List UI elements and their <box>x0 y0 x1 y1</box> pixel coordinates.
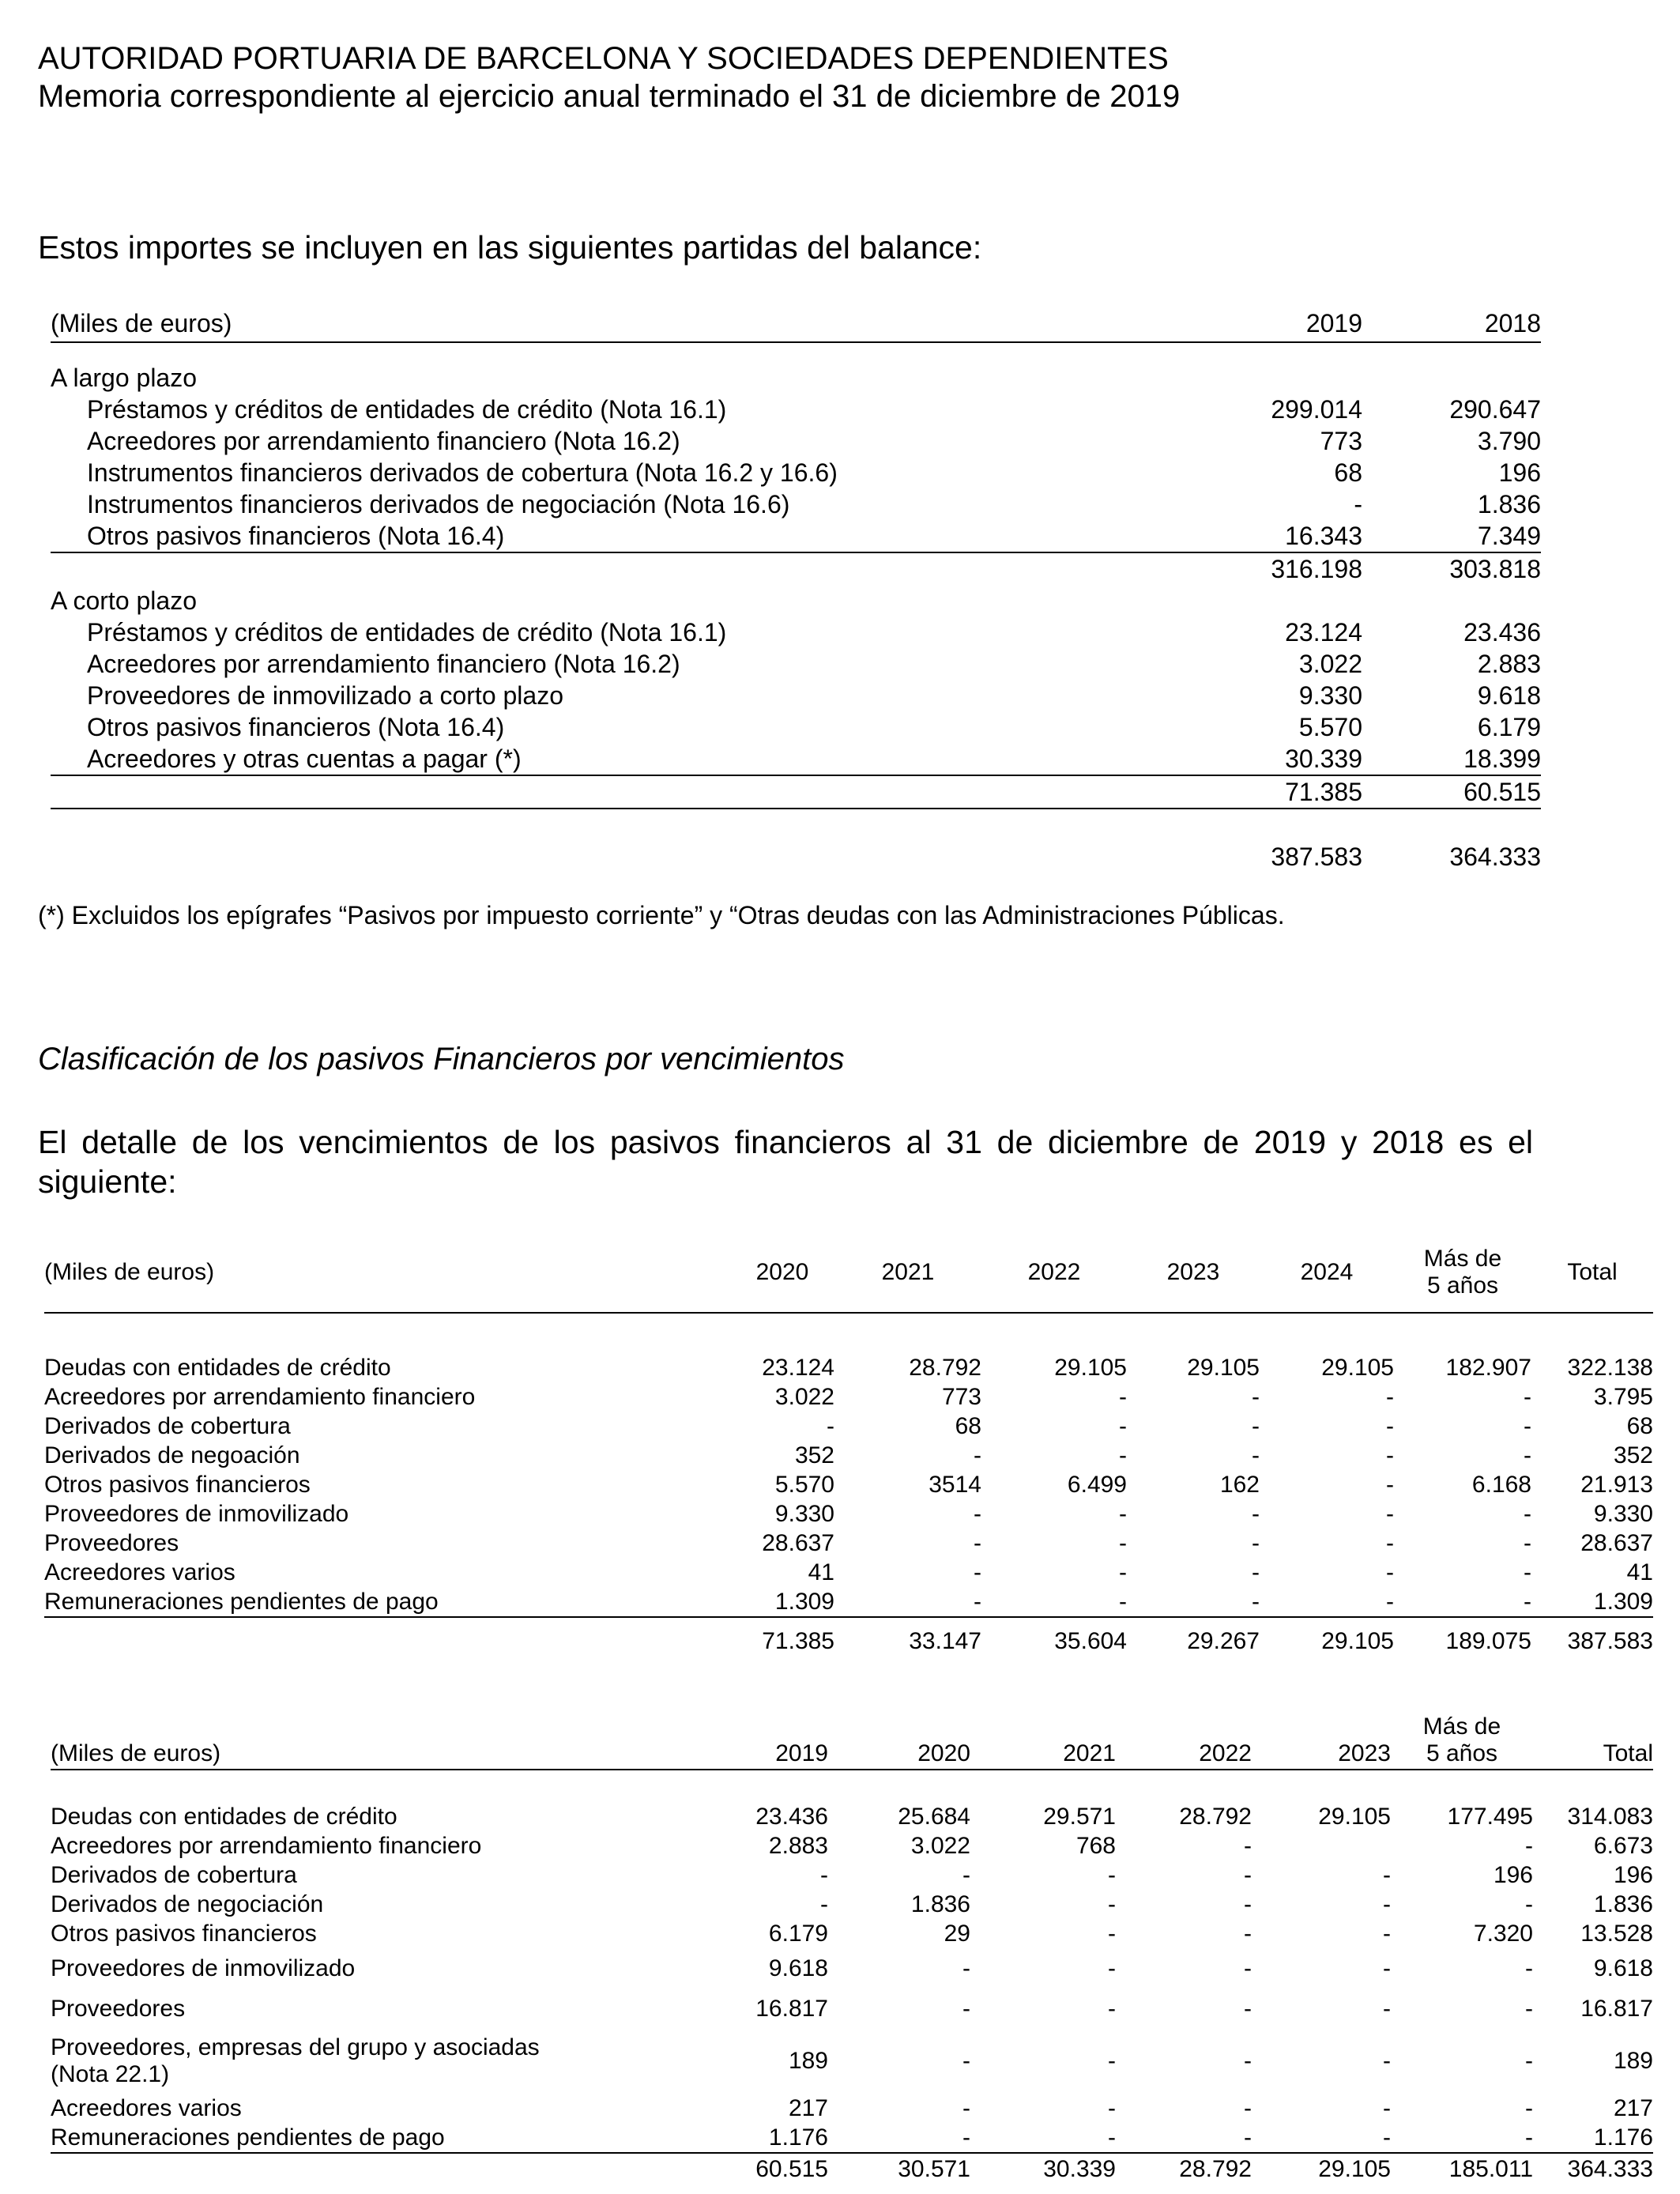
row-label-text: Otros pasivos financieros <box>51 1920 317 1947</box>
cell-value: - <box>1108 2048 1116 2074</box>
table-row <box>44 1529 1653 1558</box>
col-more-line1: Más de <box>1422 1713 1501 1740</box>
cell-value: - <box>1252 1383 1260 1410</box>
cell-value: 182.907 <box>1445 1354 1531 1381</box>
value-2019: 773 <box>1320 426 1362 455</box>
cell-value: 41 <box>808 1559 834 1585</box>
long-term-rows <box>51 394 1541 552</box>
cell-value: 6.168 <box>1471 1471 1531 1498</box>
row-label: Proveedores de inmovilizado a corto plazo <box>87 680 563 710</box>
value-2018: 1.836 <box>1477 489 1541 518</box>
row-label: Instrumentos financieros derivados de cobertura (Nota 16.2 y 16.6) <box>87 458 838 487</box>
value-2019: 9.330 <box>1298 680 1362 710</box>
balance-row <box>51 711 1541 743</box>
balance-header-row <box>51 305 1541 342</box>
value-2019: 3.022 <box>1298 649 1362 678</box>
cell-value: - <box>1386 1442 1394 1468</box>
cell-value: 322.138 <box>1567 1354 1653 1381</box>
long-term-label: A largo plazo <box>51 363 198 392</box>
balance-table <box>51 305 1541 873</box>
cell-value: - <box>1252 1529 1260 1556</box>
cell-value: - <box>1244 1891 1252 1917</box>
cell-value: - <box>1119 1412 1127 1439</box>
cell-value: - <box>962 1861 970 1888</box>
col-total-header: Total <box>1533 1688 1653 1770</box>
row-label <box>51 2123 683 2153</box>
total-value: 387.583 <box>1567 1628 1653 1654</box>
total-value: 364.333 <box>1567 2156 1653 2182</box>
cell-value: - <box>1383 1891 1391 1917</box>
short-term-total-2018: 60.515 <box>1362 775 1541 809</box>
cell-value: - <box>974 1500 981 1527</box>
cell-value: - <box>1108 1920 1116 1947</box>
cell-value: 3.022 <box>910 1832 970 1859</box>
cell-value: - <box>1383 1920 1391 1947</box>
cell-value: - <box>974 1442 981 1468</box>
unit-label: (Miles de euros) <box>51 305 1260 342</box>
cell-value: - <box>1252 1559 1260 1585</box>
cell-value: 7.320 <box>1473 1920 1533 1947</box>
cell-value: 16.817 <box>755 1995 828 2022</box>
row-label <box>44 1382 730 1412</box>
cell-value: - <box>1252 1442 1260 1468</box>
table-row <box>51 2123 1653 2153</box>
value-2019: - <box>1354 489 1362 518</box>
row-label <box>44 1499 730 1529</box>
cell-value: 2.883 <box>768 1832 828 1859</box>
col-year-header: 2023 <box>1127 1233 1260 1313</box>
cell-value: 21.913 <box>1580 1471 1653 1498</box>
cell-value: - <box>1108 1891 1116 1917</box>
cell-value: 25.684 <box>898 1803 970 1830</box>
col-year-header: 2019 <box>683 1688 828 1770</box>
value-2018: 7.349 <box>1362 520 1541 552</box>
row-label-text: Deudas con entidades de crédito <box>51 1803 397 1830</box>
col-year-header: 2021 <box>834 1233 981 1313</box>
total-value: 60.515 <box>755 2156 828 2182</box>
cell-value: - <box>1252 1500 1260 1527</box>
row-label-text: Derivados de negociación <box>51 1891 324 1917</box>
total-value: 29.105 <box>1321 1628 1394 1654</box>
cell-value: 29.105 <box>1321 1354 1394 1381</box>
table-row <box>51 2029 1653 2094</box>
cell-value: - <box>1525 1995 1533 2022</box>
cell-value: - <box>1383 2094 1391 2121</box>
cell-value: - <box>1119 1383 1127 1410</box>
cell-value: - <box>1252 2123 1391 2153</box>
row-label <box>51 2029 683 2094</box>
total-value: 28.792 <box>1179 2156 1252 2182</box>
cell-value: 29.105 <box>1318 1803 1391 1830</box>
value-2019: 16.343 <box>1260 520 1362 552</box>
row-label-text: Remuneraciones pendientes de pago <box>44 1588 439 1615</box>
col-2018-header: 2018 <box>1362 305 1541 342</box>
row-label: Otros pasivos financieros (Nota 16.4) <box>87 712 505 741</box>
table-row <box>44 1412 1653 1441</box>
cell-value: 28.637 <box>1580 1529 1653 1556</box>
row-label <box>44 1587 730 1617</box>
value-2018: 6.179 <box>1477 712 1541 741</box>
cell-value: - <box>1524 1442 1531 1468</box>
row-label <box>51 1802 683 1831</box>
table-row <box>44 1353 1653 1382</box>
cell-value: 9.330 <box>774 1500 834 1527</box>
row-label-text: Deudas con entidades de crédito <box>44 1354 391 1381</box>
cell-value: - <box>1244 1861 1252 1888</box>
col-year-header: 2022 <box>1116 1688 1252 1770</box>
row-label-text: Otros pasivos financieros <box>44 1471 311 1498</box>
cell-value: - <box>1108 2094 1116 2121</box>
cell-value: 217 <box>788 2094 828 2121</box>
col-year-header: 2020 <box>730 1233 834 1313</box>
cell-value: 9.330 <box>1593 1500 1653 1527</box>
cell-value: 13.528 <box>1580 1920 1653 1947</box>
table-row <box>51 1860 1653 1890</box>
cell-value <box>1252 1831 1391 1860</box>
cell-value: 29 <box>944 1920 970 1947</box>
cell-value: - <box>1386 1383 1394 1410</box>
maturities-2019-header-row <box>44 1233 1653 1313</box>
grand-total-2019: 387.583 <box>1271 842 1362 871</box>
cell-value: - <box>1524 1529 1531 1556</box>
col-year-header: 2020 <box>828 1688 970 1770</box>
row-label-text: Acreedores por arrendamiento financiero <box>51 1832 482 1859</box>
row-label <box>44 1558 730 1587</box>
cell-value: 28.792 <box>909 1354 981 1381</box>
short-term-heading-row <box>51 585 1541 616</box>
balance-row <box>51 488 1541 520</box>
value-2018: 196 <box>1498 458 1541 487</box>
row-label <box>51 1831 683 1860</box>
cell-value: - <box>1386 1559 1394 1585</box>
table-row <box>51 1831 1653 1860</box>
row-label <box>44 1529 730 1558</box>
total-value: 33.147 <box>909 1628 981 1654</box>
cell-value: - <box>1260 1587 1394 1617</box>
cell-value: 1.836 <box>910 1891 970 1917</box>
cell-value: - <box>1394 1587 1531 1617</box>
value-2019: 23.124 <box>1285 617 1362 647</box>
col-year-header: 2021 <box>970 1688 1116 1770</box>
cell-value: 6.179 <box>768 1920 828 1947</box>
row-label <box>44 1470 730 1499</box>
value-2018: 290.647 <box>1449 394 1541 424</box>
table-row <box>51 2094 1653 2123</box>
row-label <box>44 1441 730 1470</box>
cell-value: 28.792 <box>1179 1803 1252 1830</box>
cell-value: 1.309 <box>730 1587 834 1617</box>
table-row <box>44 1470 1653 1499</box>
maturities-2019-total-row <box>44 1617 1653 1665</box>
row-label <box>51 1989 683 2029</box>
cell-value: 16.817 <box>1580 1995 1653 2022</box>
cell-value: - <box>1525 1891 1533 1917</box>
total-value: 185.011 <box>1448 2156 1533 2182</box>
cell-value: - <box>1525 1832 1533 1859</box>
cell-value: - <box>1119 1529 1127 1556</box>
row-label: Acreedores y otras cuentas a pagar (*) <box>51 743 1260 775</box>
value-2019: 68 <box>1334 458 1362 487</box>
cell-value: - <box>981 1587 1127 1617</box>
cell-value: 189 <box>788 2048 828 2074</box>
balance-row <box>51 457 1541 488</box>
cell-value: - <box>1116 2123 1252 2153</box>
cell-value: - <box>974 1559 981 1585</box>
balance-row <box>51 394 1541 425</box>
row-label <box>51 1948 683 1989</box>
row-label: Préstamos y créditos de entidades de crédito (Nota 16.1) <box>87 617 727 647</box>
cell-value: 29.105 <box>1187 1354 1260 1381</box>
row-label: Préstamos y créditos de entidades de crédito (Nota 16.1) <box>87 394 727 424</box>
row-label-text: Derivados de negoación <box>44 1442 300 1468</box>
maturities-2018-rows <box>51 1802 1653 2153</box>
cell-value: - <box>827 1412 834 1439</box>
cell-value: - <box>1244 1832 1252 1859</box>
total-value: 71.385 <box>762 1628 834 1654</box>
value-2019: 5.570 <box>1298 712 1362 741</box>
cell-value: - <box>970 2123 1116 2153</box>
row-label-text: Proveedores de inmovilizado <box>44 1500 349 1527</box>
cell-value: 196 <box>1613 1861 1653 1888</box>
maturities-2018-header-row <box>51 1688 1653 1770</box>
balance-row <box>51 616 1541 648</box>
row-label <box>51 1890 683 1919</box>
value-2018: 9.618 <box>1477 680 1541 710</box>
cell-value: 23.124 <box>762 1354 834 1381</box>
value-2019: 299.014 <box>1271 394 1362 424</box>
cell-value: - <box>1386 1529 1394 1556</box>
cell-value: 29.571 <box>1043 1803 1116 1830</box>
table-row <box>44 1587 1653 1617</box>
row-label: Instrumentos financieros derivados de negociación (Nota 16.6) <box>87 489 790 518</box>
col-year-header: 2022 <box>981 1233 1127 1313</box>
cell-value: - <box>1244 1920 1252 1947</box>
cell-value: - <box>1386 1500 1394 1527</box>
cell-value: - <box>1525 2094 1533 2121</box>
row-label-text: Acreedores varios <box>51 2094 242 2121</box>
cell-value: - <box>1386 1412 1394 1439</box>
cell-value: 9.618 <box>1593 1955 1653 1981</box>
cell-value: 1.309 <box>1531 1587 1653 1617</box>
row-label: Acreedores por arrendamiento financiero (Nota 16.2) <box>87 649 680 678</box>
short-term-rows <box>51 616 1541 775</box>
row-label-text: Proveedores <box>44 1529 179 1556</box>
maturities-2018-total-row <box>51 2153 1653 2185</box>
row-label-text: Proveedores de inmovilizado <box>51 1955 356 1981</box>
col-more-than-5-header <box>1394 1233 1531 1313</box>
row-label-text: Proveedores <box>51 1995 186 2022</box>
cell-value: - <box>1108 1995 1116 2022</box>
value-2018: 2.883 <box>1477 649 1541 678</box>
cell-value: 3.795 <box>1593 1383 1653 1410</box>
value-2019: 30.339 <box>1260 743 1362 775</box>
col-total-header: Total <box>1531 1233 1653 1313</box>
short-term-label: A corto plazo <box>51 586 197 615</box>
value-2018: 18.399 <box>1362 743 1541 775</box>
cell-value: - <box>1391 2123 1533 2153</box>
row-label-text: Acreedores varios <box>44 1559 235 1585</box>
cell-value: 162 <box>1219 1471 1260 1498</box>
table-row <box>51 1989 1653 2029</box>
row-label-text: Derivados de cobertura <box>44 1412 291 1439</box>
cell-value: - <box>1244 1995 1252 2022</box>
cell-value: 29.105 <box>1054 1354 1127 1381</box>
maturities-paragraph: El detalle de los vencimientos de los pasivos financieros al 31 de diciembre de 2019 y 2018 es el siguiente: <box>38 1124 1533 1200</box>
cell-value: - <box>1386 1471 1394 1498</box>
cell-value: 1.836 <box>1593 1891 1653 1917</box>
cell-value: - <box>1524 1559 1531 1585</box>
cell-value: - <box>1119 1442 1127 1468</box>
maturities-table-2019 <box>44 1233 1653 1665</box>
cell-value: 3.022 <box>774 1383 834 1410</box>
cell-value: 177.495 <box>1447 1803 1533 1830</box>
row-label <box>51 1919 683 1948</box>
total-value: 29.267 <box>1187 1628 1260 1654</box>
maturities-2019-rows <box>44 1353 1653 1617</box>
cell-value: 352 <box>794 1442 834 1468</box>
cell-value: - <box>962 2048 970 2074</box>
cell-value: 68 <box>955 1412 981 1439</box>
col-year-header: 2023 <box>1252 1688 1391 1770</box>
row-label-text: Remuneraciones pendientes de pago <box>51 2124 445 2151</box>
cell-value: 217 <box>1613 2094 1653 2121</box>
cell-value: - <box>1244 1955 1252 1981</box>
cell-value: 1.176 <box>683 2123 828 2153</box>
document-title: AUTORIDAD PORTUARIA DE BARCELONA Y SOCIEDADES DEPENDIENTES <box>38 41 1169 76</box>
long-term-heading-row <box>51 362 1541 394</box>
balance-row <box>51 425 1541 457</box>
table-row <box>44 1499 1653 1529</box>
cell-value: - <box>1252 1412 1260 1439</box>
table-row <box>51 1802 1653 1831</box>
cell-value: - <box>1108 1861 1116 1888</box>
cell-value: 5.570 <box>774 1471 834 1498</box>
long-term-total-2019: 316.198 <box>1271 554 1362 583</box>
short-term-total-row <box>51 775 1541 809</box>
unit-label: (Miles de euros) <box>44 1233 730 1313</box>
cell-value: - <box>828 2123 970 2153</box>
cell-value: 41 <box>1626 1559 1653 1585</box>
cell-value: - <box>1383 1955 1391 1981</box>
row-label-text: Proveedores, empresas del grupo y asociadas <box>51 2034 540 2060</box>
total-value: 30.339 <box>1043 2156 1116 2182</box>
cell-value: 9.618 <box>768 1955 828 1981</box>
short-term-total-2019: 71.385 <box>1260 775 1362 809</box>
cell-value: 6.673 <box>1593 1832 1653 1859</box>
total-value: 29.105 <box>1318 2156 1391 2182</box>
balance-row <box>51 743 1541 775</box>
cell-value: - <box>820 1891 828 1917</box>
long-term-total-2018: 303.818 <box>1449 554 1541 583</box>
table-row <box>51 1890 1653 1919</box>
balance-row <box>51 648 1541 680</box>
cell-value: 773 <box>941 1383 981 1410</box>
total-value: 35.604 <box>1054 1628 1127 1654</box>
row-label-text: (Nota 22.1) <box>51 2061 170 2087</box>
row-label-text: Derivados de cobertura <box>51 1861 297 1888</box>
cell-value: - <box>1127 1587 1260 1617</box>
cell-value: 68 <box>1626 1412 1653 1439</box>
cell-value: - <box>1108 1955 1116 1981</box>
cell-value: - <box>1524 1412 1531 1439</box>
col-more-line1: Más de <box>1423 1246 1502 1272</box>
cell-value: - <box>1383 1995 1391 2022</box>
cell-value: - <box>1119 1559 1127 1585</box>
cell-value: - <box>1524 1383 1531 1410</box>
long-term-total-row <box>51 552 1541 585</box>
maturities-section-title: Clasificación de los pasivos Financieros por vencimientos <box>38 1042 845 1076</box>
cell-value: 314.083 <box>1567 1803 1653 1830</box>
maturities-table-2018 <box>51 1688 1653 2185</box>
table-row <box>51 1919 1653 1948</box>
row-label <box>44 1353 730 1382</box>
grand-total-2018: 364.333 <box>1449 842 1541 871</box>
cell-value: - <box>974 1529 981 1556</box>
cell-value: 768 <box>1075 1832 1116 1859</box>
cell-value: 1.176 <box>1533 2123 1653 2153</box>
value-2018: 3.790 <box>1477 426 1541 455</box>
cell-value: - <box>820 1861 828 1888</box>
cell-value: - <box>1383 1861 1391 1888</box>
cell-value: - <box>962 1995 970 2022</box>
col-2019-header: 2019 <box>1260 305 1362 342</box>
row-label: Acreedores por arrendamiento financiero (Nota 16.2) <box>87 426 680 455</box>
row-label-text: Acreedores por arrendamiento financiero <box>44 1383 476 1410</box>
col-year-header: 2024 <box>1260 1233 1394 1313</box>
cell-value: - <box>1244 2094 1252 2121</box>
table-row <box>44 1441 1653 1470</box>
cell-value: - <box>962 2094 970 2121</box>
row-label <box>44 1412 730 1441</box>
unit-label: (Miles de euros) <box>51 1688 683 1770</box>
cell-value: 3514 <box>929 1471 981 1498</box>
value-2018: 23.436 <box>1463 617 1541 647</box>
col-more-line2: 5 años <box>1426 1272 1499 1299</box>
cell-value: - <box>1383 2048 1391 2074</box>
cell-value: 23.436 <box>755 1803 828 1830</box>
total-value: 189.075 <box>1445 1628 1531 1654</box>
table-row <box>44 1382 1653 1412</box>
table-row <box>51 1948 1653 1989</box>
balance-row <box>51 680 1541 711</box>
col-more-than-5-header <box>1391 1688 1533 1770</box>
cell-value: 6.499 <box>1067 1471 1127 1498</box>
row-label <box>51 2094 683 2123</box>
balance-row <box>51 520 1541 552</box>
cell-value: 28.637 <box>762 1529 834 1556</box>
balance-intro: Estos importes se incluyen en las siguientes partidas del balance: <box>38 229 982 266</box>
cell-value: - <box>1525 2048 1533 2074</box>
table-row <box>44 1558 1653 1587</box>
col-more-line2: 5 años <box>1426 1740 1498 1766</box>
grand-total-row <box>51 841 1541 873</box>
total-value: 30.571 <box>898 2156 970 2182</box>
cell-value: 196 <box>1493 1861 1533 1888</box>
cell-value: - <box>1119 1500 1127 1527</box>
cell-value: - <box>962 1955 970 1981</box>
cell-value: - <box>1525 1955 1533 1981</box>
row-label <box>51 1860 683 1890</box>
cell-value: - <box>834 1587 981 1617</box>
document-subtitle: Memoria correspondiente al ejercicio anual terminado el 31 de diciembre de 2019 <box>38 79 1181 114</box>
row-label: Otros pasivos financieros (Nota 16.4) <box>51 520 1260 552</box>
cell-value: - <box>1244 2048 1252 2074</box>
cell-value: - <box>1524 1500 1531 1527</box>
balance-footnote: (*) Excluidos los epígrafes “Pasivos por impuesto corriente” y “Otras deudas con las Administraciones Públicas. <box>38 901 1285 929</box>
cell-value: 352 <box>1613 1442 1653 1468</box>
cell-value: 189 <box>1613 2048 1653 2074</box>
